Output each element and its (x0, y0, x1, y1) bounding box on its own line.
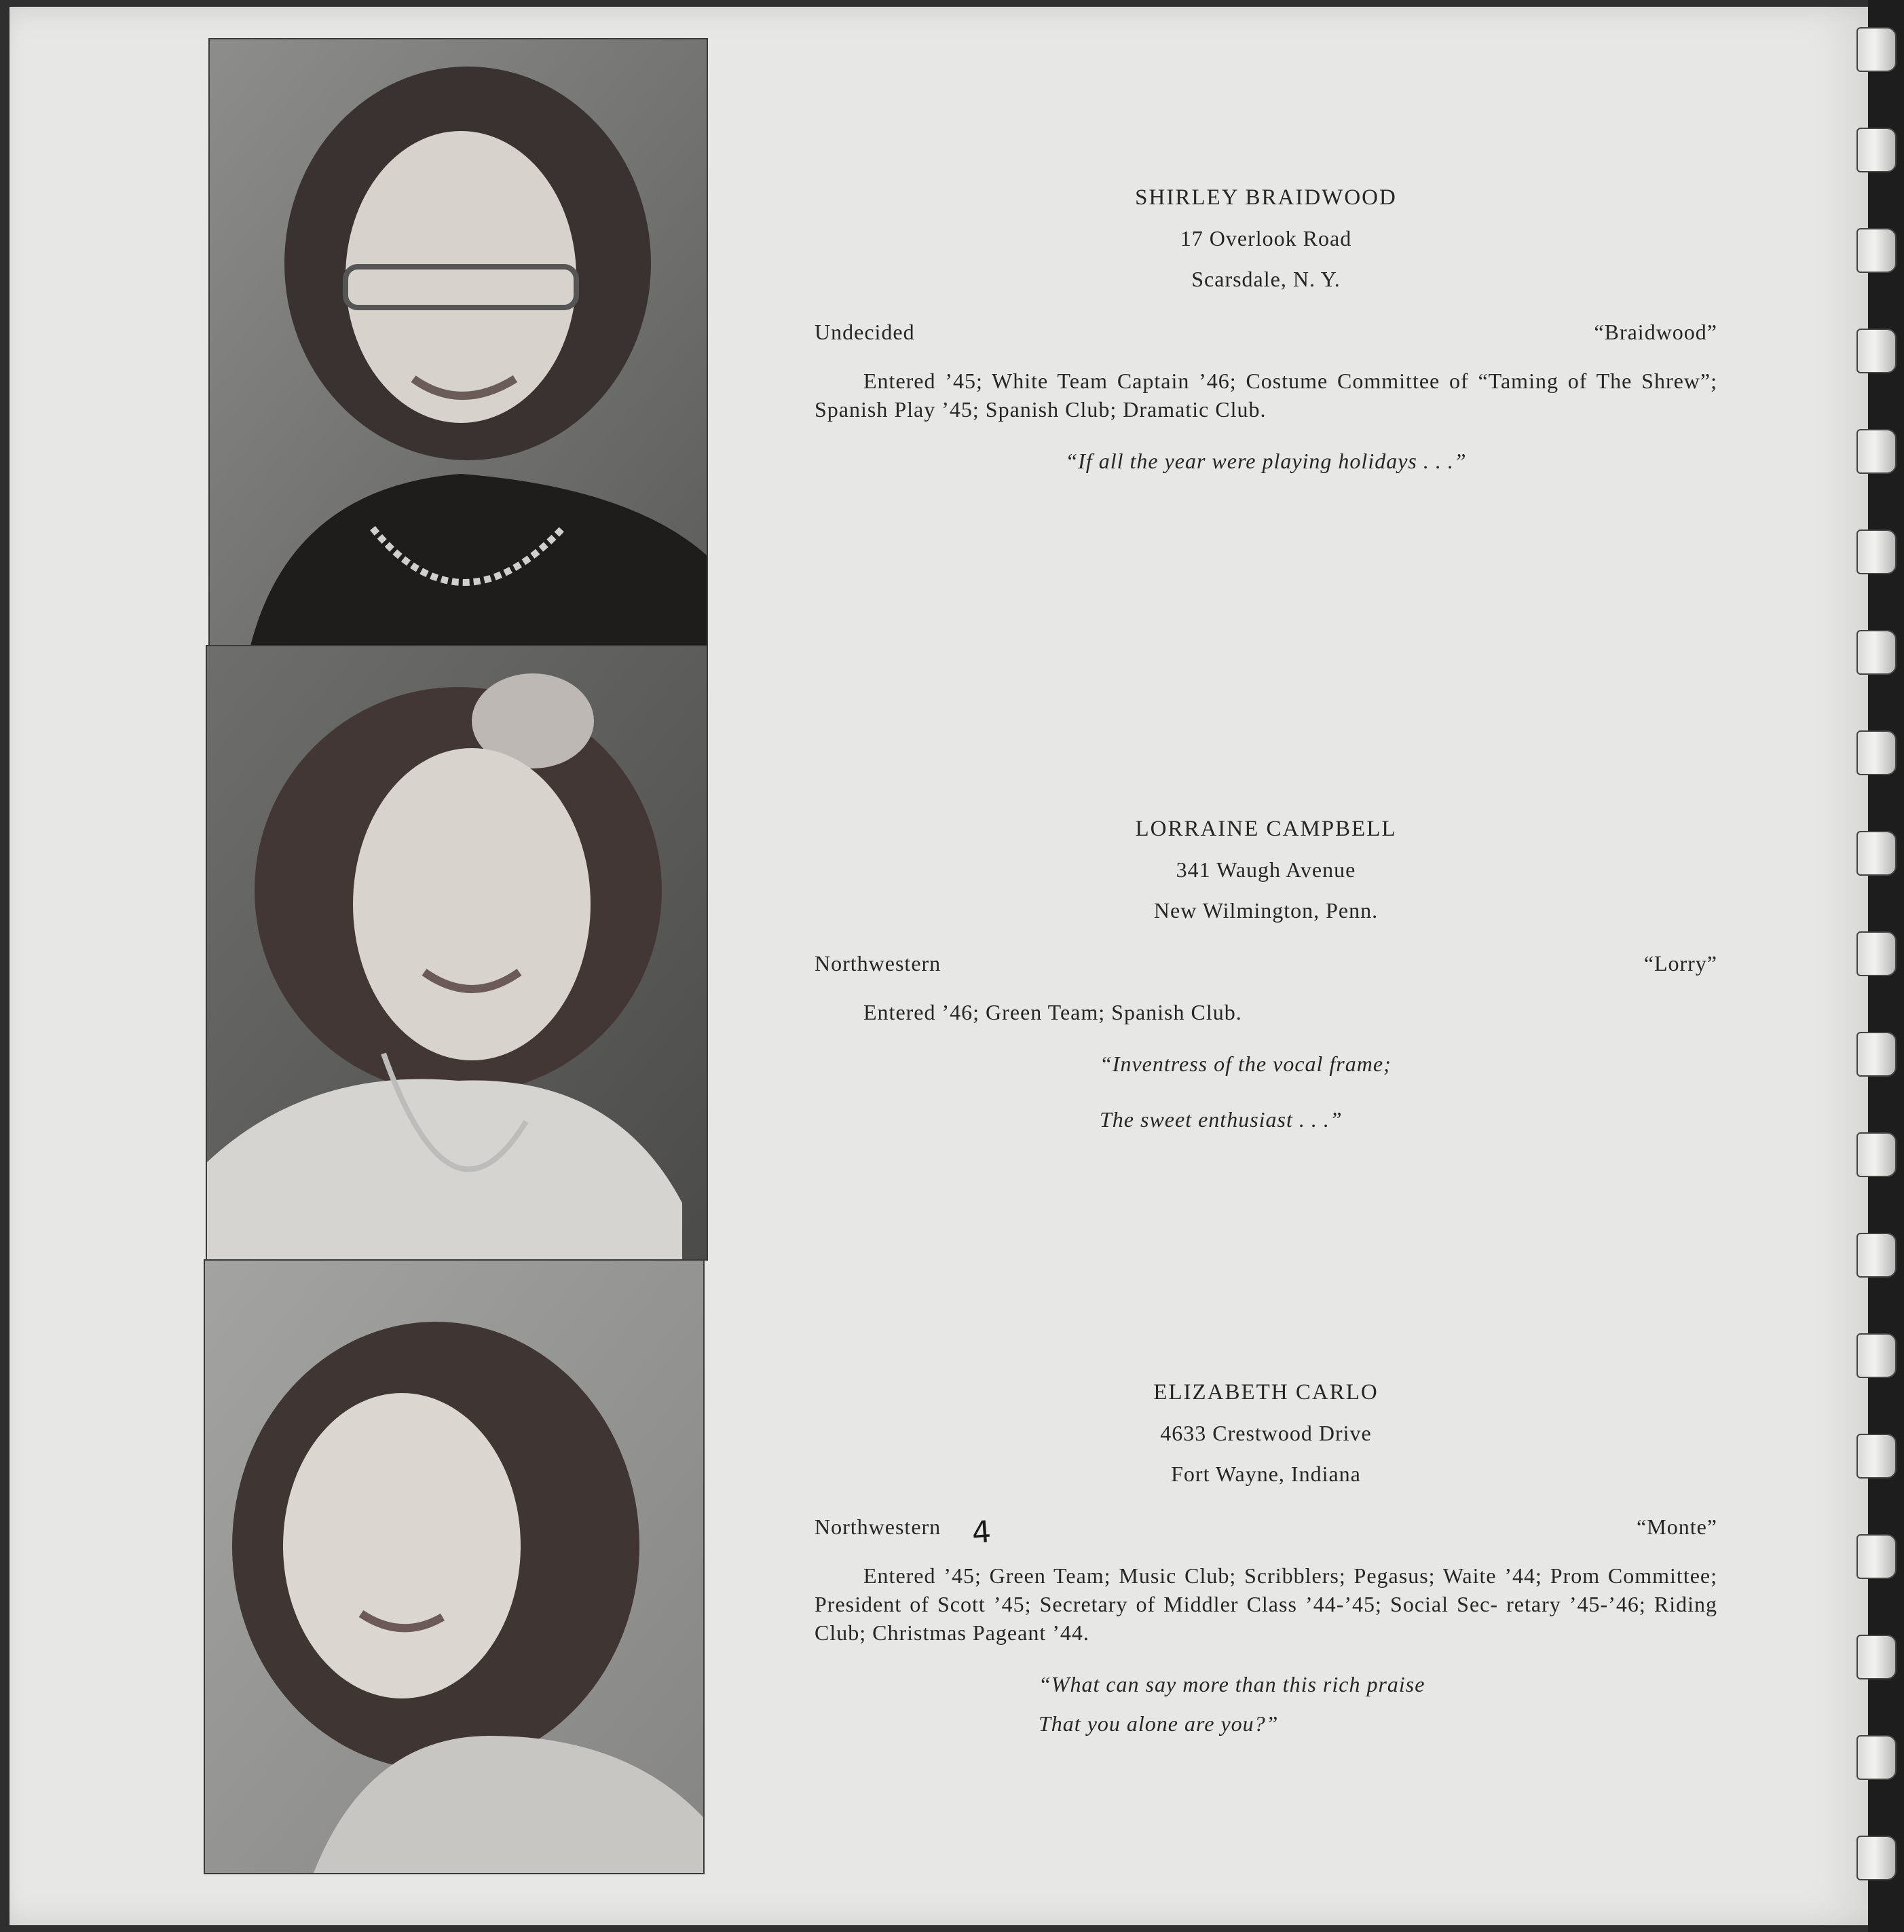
student-entry (815, 815, 1717, 1134)
binding-coil (1856, 630, 1897, 675)
quote-line: “Inventress of the vocal frame; (1100, 1052, 1392, 1076)
address-line: 4633 Crestwood Drive (1160, 1421, 1372, 1445)
address-line: 17 Overlook Road (1180, 226, 1352, 250)
binding-coil (1856, 1032, 1897, 1077)
portrait-image (210, 39, 707, 646)
address-line: 341 Waugh Avenue (1176, 857, 1356, 882)
student-name: ELIZABETH CARLO (1153, 1380, 1379, 1405)
college-nickname-row (815, 318, 1717, 346)
portrait-image (205, 1261, 703, 1873)
city-line: Scarsdale, N. Y. (1191, 267, 1341, 291)
nickname: “Lorry” (1643, 951, 1717, 976)
quote-line: The sweet enthusiast . . .” (1100, 1107, 1343, 1132)
student-entry (815, 1378, 1717, 1738)
quote-line: That you alone are you?” (1039, 1711, 1279, 1736)
binding-coil (1856, 730, 1897, 775)
portrait-photo-carlo (204, 1259, 705, 1874)
binding-coil (1856, 1534, 1897, 1579)
portrait-image (207, 646, 707, 1259)
student-name: LORRAINE CAMPBELL (1135, 817, 1397, 841)
college: Northwestern (815, 1515, 941, 1539)
handwritten-correction: 4 (971, 1515, 992, 1550)
college: Northwestern (815, 951, 941, 976)
binding-coil (1856, 1735, 1897, 1780)
binding-coil (1856, 228, 1897, 273)
binding-coil (1856, 329, 1897, 373)
college-nickname-row (815, 1512, 1717, 1541)
binding-coil (1856, 1434, 1897, 1479)
binding-coil (1856, 1635, 1897, 1679)
quote-line: “If all the year were playing holidays . . .” (1065, 449, 1467, 473)
city-line: Fort Wayne, Indiana (1171, 1462, 1361, 1486)
student-entry (815, 183, 1717, 475)
portrait-photo-campbell (206, 645, 708, 1261)
binding-coil (1856, 1132, 1897, 1177)
activities: Entered ’45; Green Team; Music Club; Scribblers; Pegasus; Waite ’44; Prom Committee; President of Scott ’45; Secretary of Middler Class ’44-’45; Social Sec- retary ’45-’46; Riding Club; Christmas Pageant ’44. (815, 1563, 1717, 1645)
binding-coil (1856, 27, 1897, 72)
binding-coil (1856, 1333, 1897, 1378)
binding-coil (1856, 1836, 1897, 1880)
portrait-photo-braidwood (208, 38, 708, 647)
binding-coil (1856, 931, 1897, 976)
quote-line: “What can say more than this rich praise (1039, 1672, 1425, 1696)
binding-coil (1856, 530, 1897, 574)
binding-coil (1856, 831, 1897, 876)
activities: Entered ’45; White Team Captain ’46; Costume Committee of “Taming of The Shrew”; Spanish Play ’45; Spanish Club; Dramatic Club. (815, 369, 1717, 422)
college: Undecided (815, 320, 915, 344)
activities: Entered ’46; Green Team; Spanish Club. (863, 1000, 1242, 1024)
nickname: “Braidwood” (1594, 320, 1717, 344)
binding-coil (1856, 128, 1897, 172)
college-nickname-row (815, 949, 1717, 978)
binding-coil (1856, 429, 1897, 474)
student-name: SHIRLEY BRAIDWOOD (1135, 185, 1397, 210)
binding-coil (1856, 1233, 1897, 1278)
city-line: New Wilmington, Penn. (1153, 898, 1379, 923)
nickname: “Monte” (1637, 1515, 1717, 1539)
